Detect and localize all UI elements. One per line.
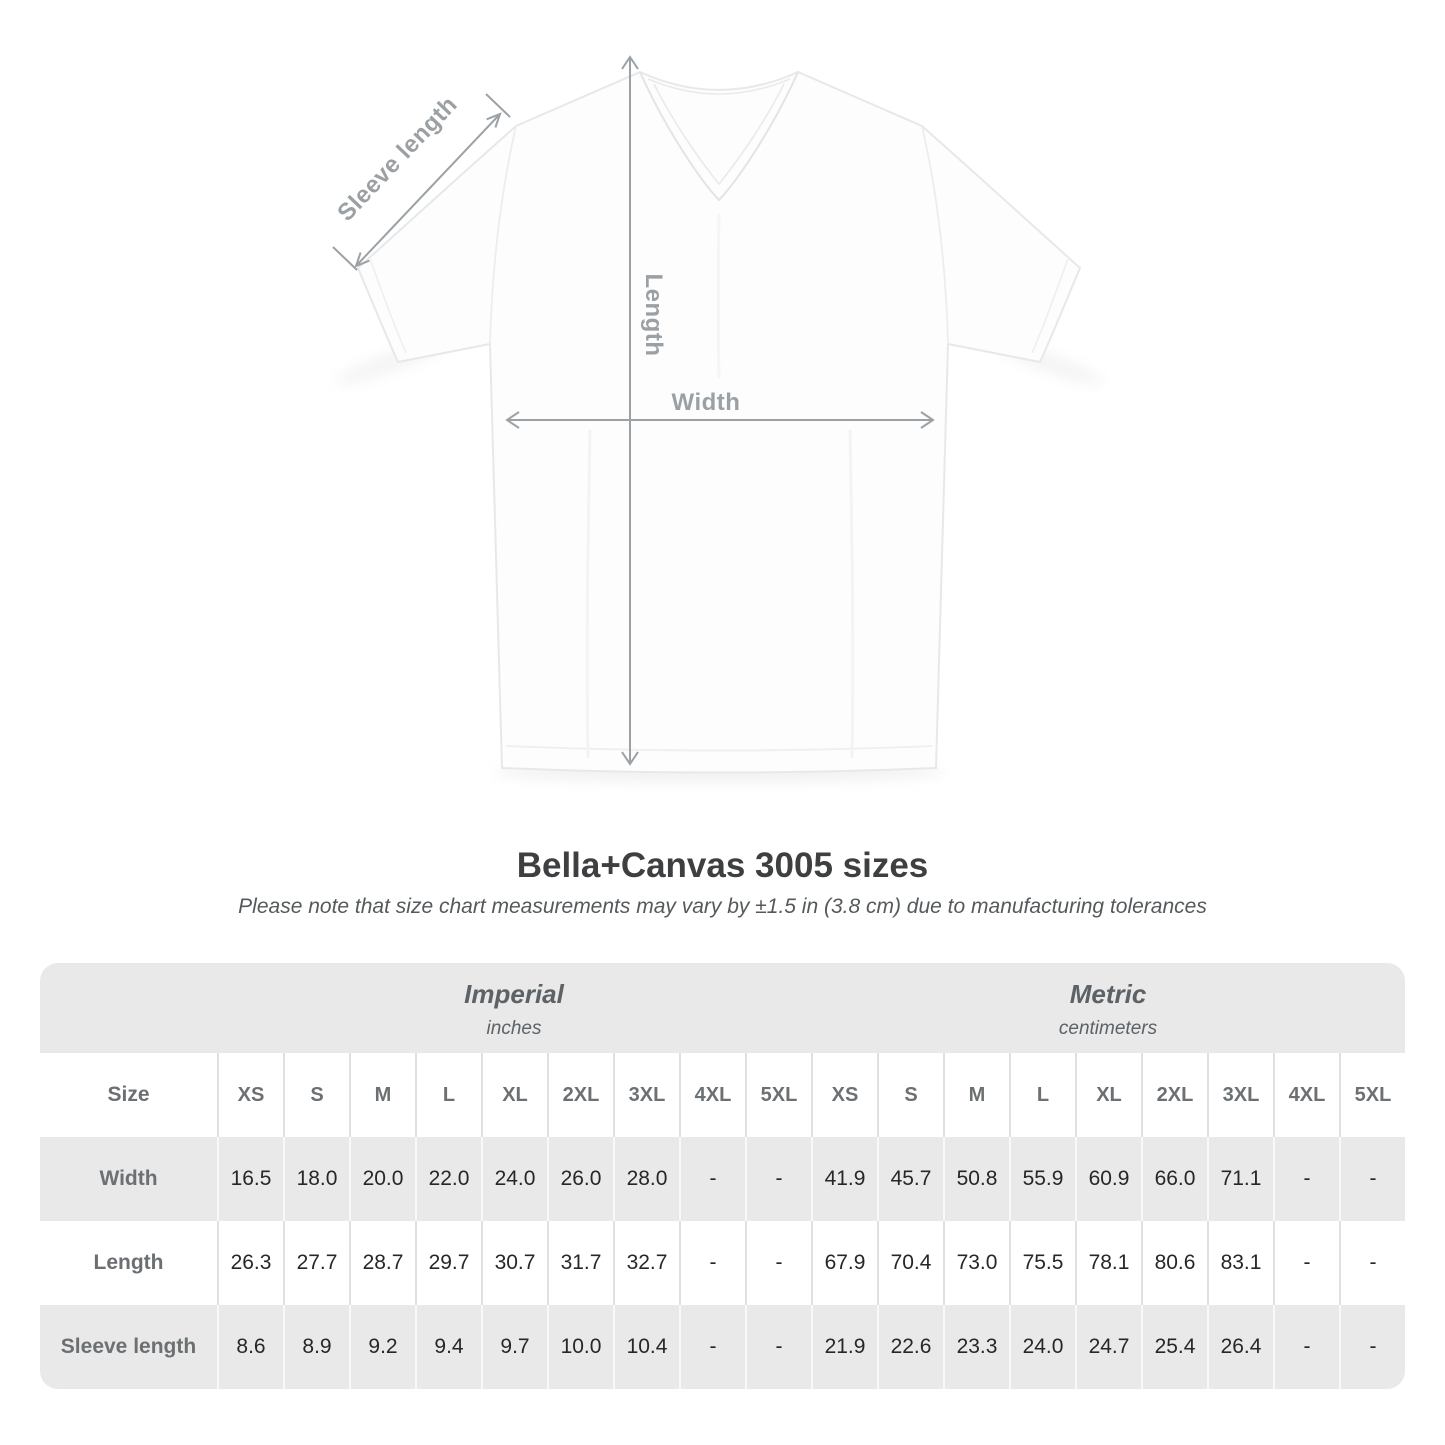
value-cell: -: [1273, 1221, 1339, 1305]
imperial-unit: inches: [486, 1017, 542, 1039]
value-cell: 24.0: [481, 1137, 547, 1221]
page-subtitle: Please note that size chart measurements may vary by ±1.5 in (3.8 cm) due to manufacturing tolerances: [238, 895, 1207, 918]
size-col-imperial-5xl: 5XL: [745, 1053, 811, 1137]
value-cell: 18.0: [283, 1137, 349, 1221]
value-cell: 50.8: [943, 1137, 1009, 1221]
value-cell: 67.9: [811, 1221, 877, 1305]
value-cell: -: [745, 1221, 811, 1305]
size-header-row: [40, 1053, 1405, 1137]
value-cell: 55.9: [1009, 1137, 1075, 1221]
unit-header-imperial: [217, 963, 811, 1053]
size-col-metric-3xl: 3XL: [1207, 1053, 1273, 1137]
value-cell: 30.7: [481, 1221, 547, 1305]
value-cell: 70.4: [877, 1221, 943, 1305]
row-label: Width: [99, 1167, 158, 1190]
size-col-imperial-xl: XL: [481, 1053, 547, 1137]
size-col-imperial-s: S: [283, 1053, 349, 1137]
value-cell: 21.9: [811, 1305, 877, 1389]
sleeve-length-label: Sleeve length: [332, 91, 463, 227]
value-cell: 31.7: [547, 1221, 613, 1305]
size-col-metric-xl: XL: [1075, 1053, 1141, 1137]
row-label: Sleeve length: [60, 1335, 197, 1358]
value-cell: 32.7: [613, 1221, 679, 1305]
value-cell: 22.6: [877, 1305, 943, 1389]
unit-header-row: [40, 963, 1405, 1053]
metric-unit: centimeters: [1058, 1017, 1158, 1039]
value-cell: 45.7: [877, 1137, 943, 1221]
table-corner: [40, 963, 217, 1053]
value-cell: 10.0: [547, 1305, 613, 1389]
metric-label: Metric: [1069, 978, 1147, 1009]
size-col-imperial-xs: XS: [217, 1053, 283, 1137]
value-cell: 28.0: [613, 1137, 679, 1221]
value-cell: 22.0: [415, 1137, 481, 1221]
value-cell: 75.5: [1009, 1221, 1075, 1305]
unit-header-metric: [811, 963, 1405, 1053]
value-cell: 73.0: [943, 1221, 1009, 1305]
value-cell: 24.0: [1009, 1305, 1075, 1389]
value-cell: 24.7: [1075, 1305, 1141, 1389]
size-col-metric-xs: XS: [811, 1053, 877, 1137]
size-col-metric-s: S: [877, 1053, 943, 1137]
size-col-imperial-4xl: 4XL: [679, 1053, 745, 1137]
value-cell: -: [1339, 1221, 1405, 1305]
value-cell: -: [679, 1221, 745, 1305]
length-label: Length: [640, 273, 667, 357]
table-row: [40, 1221, 1405, 1305]
value-cell: 10.4: [613, 1305, 679, 1389]
size-col-imperial-l: L: [415, 1053, 481, 1137]
imperial-label: Imperial: [464, 978, 564, 1009]
value-cell: 26.4: [1207, 1305, 1273, 1389]
value-cell: 27.7: [283, 1221, 349, 1305]
value-cell: -: [745, 1305, 811, 1389]
size-col-metric-2xl: 2XL: [1141, 1053, 1207, 1137]
size-col-metric-4xl: 4XL: [1273, 1053, 1339, 1137]
value-cell: 9.4: [415, 1305, 481, 1389]
value-cell: 16.5: [217, 1137, 283, 1221]
value-cell: -: [1339, 1137, 1405, 1221]
value-cell: 8.9: [283, 1305, 349, 1389]
value-cell: 9.2: [349, 1305, 415, 1389]
value-cell: 20.0: [349, 1137, 415, 1221]
value-cell: 26.3: [217, 1221, 283, 1305]
value-cell: 60.9: [1075, 1137, 1141, 1221]
size-col-imperial-2xl: 2XL: [547, 1053, 613, 1137]
value-cell: 23.3: [943, 1305, 1009, 1389]
value-cell: 9.7: [481, 1305, 547, 1389]
value-cell: 66.0: [1141, 1137, 1207, 1221]
value-cell: -: [745, 1137, 811, 1221]
value-cell: -: [679, 1305, 745, 1389]
value-cell: 83.1: [1207, 1221, 1273, 1305]
size-header-label: Size: [107, 1083, 150, 1106]
value-cell: 71.1: [1207, 1137, 1273, 1221]
value-cell: 26.0: [547, 1137, 613, 1221]
value-cell: -: [1339, 1305, 1405, 1389]
size-col-metric-l: L: [1009, 1053, 1075, 1137]
size-col-metric-m: M: [943, 1053, 1009, 1137]
value-cell: 25.4: [1141, 1305, 1207, 1389]
table-row: [40, 1305, 1405, 1389]
tshirt-image: [358, 72, 1080, 773]
row-label: Length: [93, 1251, 164, 1274]
size-table: [40, 963, 1405, 1389]
value-cell: 78.1: [1075, 1221, 1141, 1305]
table-row: [40, 1137, 1405, 1221]
value-cell: 29.7: [415, 1221, 481, 1305]
value-cell: 8.6: [217, 1305, 283, 1389]
size-col-imperial-3xl: 3XL: [613, 1053, 679, 1137]
value-cell: -: [1273, 1305, 1339, 1389]
value-cell: 80.6: [1141, 1221, 1207, 1305]
value-cell: 41.9: [811, 1137, 877, 1221]
size-col-metric-5xl: 5XL: [1339, 1053, 1405, 1137]
value-cell: 28.7: [349, 1221, 415, 1305]
size-col-imperial-m: M: [349, 1053, 415, 1137]
page-title: Bella+Canvas 3005 sizes: [516, 846, 929, 885]
value-cell: -: [1273, 1137, 1339, 1221]
width-label: Width: [671, 389, 741, 416]
value-cell: -: [679, 1137, 745, 1221]
